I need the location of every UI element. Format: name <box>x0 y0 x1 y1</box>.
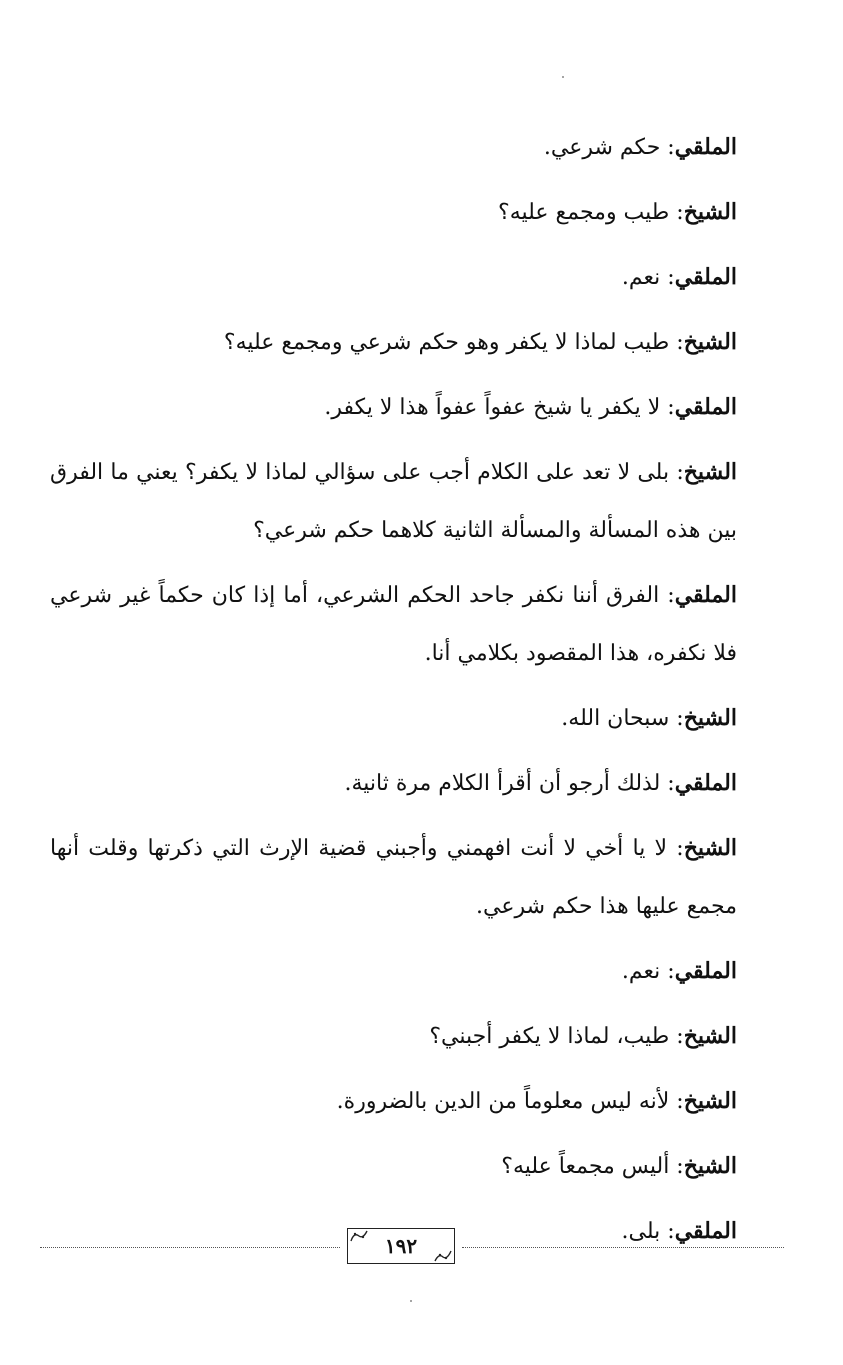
dialogue-line <box>50 248 785 307</box>
dialogue-line <box>50 819 785 936</box>
separator: : <box>669 1024 684 1049</box>
dialogue-line <box>50 1072 785 1131</box>
line-text: بلى لا تعد على الكلام أجب على سؤالي لماذا لا يكفر؟ يعني ما الفرق بين هذه المسألة والمسألة الثانية كلاهما حكم شرعي؟ <box>50 460 737 543</box>
page-number: ١٩٢ <box>384 1234 418 1258</box>
footer-rule-left <box>40 1247 340 1248</box>
dialogue-line <box>50 118 785 177</box>
line-text: بلى. <box>621 1219 661 1244</box>
footer-rule-right <box>462 1247 784 1248</box>
line-text: نعم. <box>621 265 661 290</box>
line-text: سبحان الله. <box>561 706 670 731</box>
dialogue-line <box>50 378 785 437</box>
line-text: لأنه ليس معلوماً من الدين بالضرورة. <box>336 1089 670 1114</box>
separator: : <box>660 771 675 796</box>
speaker-name: الشيخ <box>683 199 737 225</box>
speaker-name: الملقي <box>674 264 737 290</box>
line-text: طيب، لماذا لا يكفر أجبني؟ <box>429 1024 670 1049</box>
line-text: لذلك أرجو أن أقرأ الكلام مرة ثانية. <box>344 771 661 796</box>
speaker-name: الشيخ <box>683 1153 737 1179</box>
scan-speck <box>562 76 564 78</box>
speaker-name: الشيخ <box>683 1023 737 1049</box>
speaker-name: الملقي <box>674 770 737 796</box>
speaker-name: الشيخ <box>683 1088 737 1114</box>
separator: : <box>660 1219 675 1244</box>
separator: : <box>669 706 684 731</box>
dialogue-line <box>50 689 785 748</box>
speaker-name: الملقي <box>674 582 737 608</box>
separator: : <box>660 395 675 420</box>
speaker-name: الملقي <box>674 1218 737 1244</box>
line-text: أليس مجمعاً عليه؟ <box>501 1154 670 1179</box>
separator: : <box>669 1154 684 1179</box>
ornament-icon <box>350 1230 368 1242</box>
separator: : <box>669 460 684 485</box>
dialogue-line <box>50 942 785 1001</box>
dialogue-text <box>50 118 785 1267</box>
line-text: الفرق أننا نكفر جاحد الحكم الشرعي، أما إذا كان حكماً غير شرعي فلا نكفره، هذا المقصود بكلامي أنا. <box>50 583 737 666</box>
ornament-icon <box>434 1250 452 1262</box>
dialogue-line <box>50 313 785 372</box>
dialogue-line <box>50 1137 785 1196</box>
line-text: لا يكفر يا شيخ عفواً عفواً هذا لا يكفر. <box>324 395 661 420</box>
line-text: لا يا أخي لا أنت افهمني وأجبني قضية الإرث التي ذكرتها وقلت أنها مجمع عليها هذا حكم شرعي. <box>50 836 737 919</box>
dialogue-line <box>50 1007 785 1066</box>
speaker-name: الملقي <box>674 394 737 420</box>
separator: : <box>667 836 684 861</box>
line-text: طيب ومجمع عليه؟ <box>498 200 670 225</box>
speaker-name: الملقي <box>674 134 737 160</box>
speaker-name: الملقي <box>674 958 737 984</box>
speaker-name: الشيخ <box>683 835 738 861</box>
dialogue-line <box>50 443 785 560</box>
separator: : <box>660 265 675 290</box>
separator: : <box>669 330 684 355</box>
dialogue-line <box>50 183 785 242</box>
dialogue-line <box>50 566 785 683</box>
line-text: نعم. <box>621 959 661 984</box>
line-text: حكم شرعي. <box>543 135 661 160</box>
separator: : <box>659 583 675 608</box>
dialogue-line <box>50 754 785 813</box>
speaker-name: الشيخ <box>683 705 737 731</box>
separator: : <box>660 959 675 984</box>
scan-speck <box>410 1300 412 1302</box>
separator: : <box>660 135 675 160</box>
line-text: طيب لماذا لا يكفر وهو حكم شرعي ومجمع عليه؟ <box>223 330 670 355</box>
page-number-box <box>347 1228 455 1264</box>
speaker-name: الشيخ <box>683 329 737 355</box>
separator: : <box>669 1089 684 1114</box>
separator: : <box>669 200 684 225</box>
speaker-name: الشيخ <box>683 459 738 485</box>
